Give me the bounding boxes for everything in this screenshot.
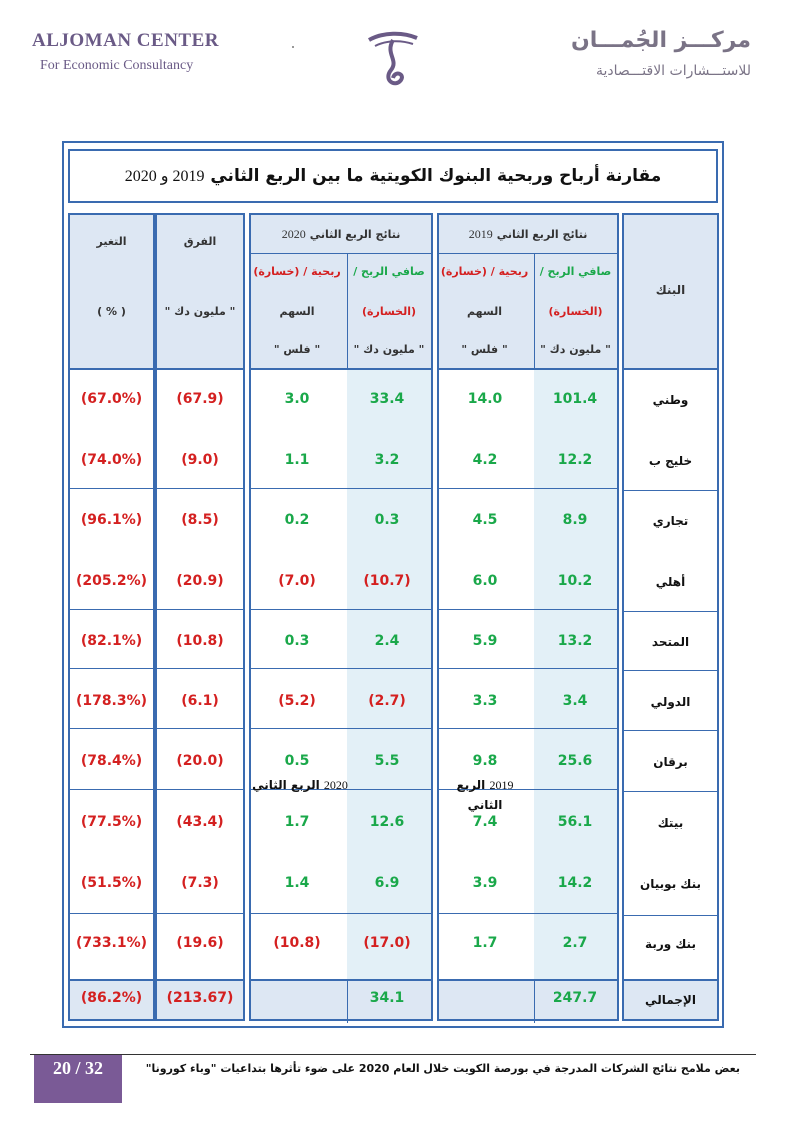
profit-header-line1: صافي الربح /	[539, 265, 612, 278]
eps-header-line3: " فلس "	[461, 343, 508, 356]
row-divider	[439, 668, 617, 669]
cell-eps-2020: 0.5	[284, 753, 310, 769]
profit-header-line1: صافي الربح /	[353, 265, 425, 278]
total-q2-2020-label	[252, 775, 348, 795]
brand-tagline-ar: للاستـــشارات الاقتـــصادية	[595, 63, 751, 79]
cell-change: (82.1%)	[80, 633, 143, 649]
cell-profit-2020: 3.2	[374, 452, 400, 468]
cell-profit-2020: 12.6	[369, 814, 405, 830]
cell-profit-2020: 6.9	[374, 875, 400, 891]
row-divider	[624, 611, 717, 612]
row-divider	[251, 913, 431, 914]
bank-name: بنك بوبيان	[640, 877, 701, 891]
cell-eps-2019: 3.3	[472, 693, 498, 709]
cell-difference: (43.4)	[176, 814, 224, 830]
cell-profit-2020: (2.7)	[368, 693, 406, 709]
cell-change: (178.3%)	[75, 693, 148, 709]
page-number-badge	[34, 1055, 122, 1103]
cell-profit-2020: (17.0)	[363, 935, 411, 951]
row-divider	[439, 488, 617, 489]
bank-name: بنك وربة	[645, 937, 696, 951]
header-q2-2019	[439, 215, 617, 370]
difference-header-line1: الفرق	[183, 235, 217, 248]
q2-2019-title-text: نتائج الربع الثاني	[496, 227, 588, 241]
row-divider	[251, 488, 431, 489]
cell-change: (205.2%)	[75, 573, 148, 589]
total-difference: (213.67)	[166, 990, 234, 1006]
brand-name-en: ALJOMAN CENTER	[32, 30, 219, 51]
column-q2-2020	[249, 213, 433, 1021]
row-divider	[624, 730, 717, 731]
cell-eps-2019: 14.0	[467, 391, 503, 407]
cell-eps-2019: 4.2	[472, 452, 498, 468]
bank-name: وطني	[652, 393, 689, 407]
cell-change: (733.1%)	[75, 935, 148, 951]
cell-profit-2019: 8.9	[562, 512, 588, 528]
cell-difference: (10.8)	[176, 633, 224, 649]
cell-eps-2020: 1.1	[284, 452, 310, 468]
row-divider	[624, 490, 717, 491]
cell-profit-2020: 2.4	[374, 633, 400, 649]
cell-eps-2019: 9.8	[472, 753, 498, 769]
row-divider	[157, 789, 243, 790]
cell-eps-2019: 1.7	[472, 935, 498, 951]
cell-profit-2019: 25.6	[557, 753, 593, 769]
footer-rule	[30, 1054, 756, 1055]
total-profit-2019: 247.7	[552, 990, 598, 1006]
table-title-years: 2019 و 2020	[124, 168, 205, 185]
brand-tagline-en: For Economic Consultancy	[40, 58, 194, 73]
cell-eps-2020: 0.3	[284, 633, 310, 649]
page-number: 20 / 32	[52, 1058, 103, 1078]
total-q2-2019-text: الربع الثاني	[456, 778, 503, 812]
brand-name-ar: مركـــز الجُمـــان	[570, 28, 751, 53]
cell-difference: (6.1)	[181, 693, 219, 709]
row-divider	[157, 728, 243, 729]
cell-change: (74.0%)	[80, 452, 143, 468]
cell-eps-2020: 0.2	[284, 512, 310, 528]
row-divider	[251, 668, 431, 669]
row-divider	[251, 609, 431, 610]
change-header-line2: ( % )	[97, 305, 126, 318]
cell-profit-2019: 14.2	[557, 875, 593, 891]
row-divider	[439, 913, 617, 914]
header-bank	[624, 215, 717, 370]
column-difference	[155, 213, 245, 1021]
cell-profit-2020: 33.4	[369, 391, 405, 407]
total-profit-2020: 34.1	[369, 990, 405, 1006]
profit-header-line3: " مليون دك "	[353, 343, 425, 356]
cell-difference: (20.0)	[176, 753, 224, 769]
cell-eps-2020: 1.7	[284, 814, 310, 830]
cell-profit-2019: 13.2	[557, 633, 593, 649]
cell-eps-2020: (5.2)	[278, 693, 316, 709]
total-change: (86.2%)	[80, 990, 143, 1006]
cell-difference: (20.9)	[176, 573, 224, 589]
bank-name: تجاري	[652, 514, 689, 528]
aljoman-logo-icon	[365, 30, 421, 92]
eps-header-line2: السهم	[279, 305, 315, 318]
row-divider	[157, 668, 243, 669]
row-divider	[439, 609, 617, 610]
cell-eps-2019: 6.0	[472, 573, 498, 589]
cell-profit-2019: 12.2	[557, 452, 593, 468]
row-divider	[157, 488, 243, 489]
header-q2-2020-title	[251, 215, 431, 254]
row-divider	[624, 915, 717, 916]
cell-difference: (19.6)	[176, 935, 224, 951]
table-title-text: مقارنة أرباح وربحية البنوك الكويتية ما بين الربع الثاني	[210, 166, 662, 186]
brand-arabic	[531, 28, 751, 79]
profit-header-line3: " مليون دك "	[540, 343, 611, 356]
cell-profit-2019: 56.1	[557, 814, 593, 830]
row-divider	[624, 791, 717, 792]
cell-difference: (7.3)	[181, 875, 219, 891]
column-change	[68, 213, 155, 1021]
cell-profit-2019: 101.4	[552, 391, 598, 407]
q2-2020-title-year: 2020	[281, 226, 306, 241]
difference-header-line2: " مليون دك "	[164, 305, 236, 318]
eps-header-line1: ربحية / (خسارة)	[253, 265, 341, 278]
header-q2-2019-title	[439, 215, 617, 254]
footer-caption: بعض ملامح نتائج الشركات المدرجة في بورصة الكويت خلال العام 2020 على ضوء تأثرها بتداعيات "وباء كورونا"	[145, 1062, 740, 1075]
cell-eps-2020: (10.8)	[273, 935, 321, 951]
column-q2-2019	[437, 213, 619, 1021]
cell-change: (67.0%)	[80, 391, 143, 407]
cell-profit-2019: 3.4	[562, 693, 588, 709]
header-bank-label: البنك	[655, 283, 686, 297]
cell-change: (96.1%)	[80, 512, 143, 528]
cell-profit-2019: 10.2	[557, 573, 593, 589]
row-divider	[251, 728, 431, 729]
cell-change: (78.4%)	[80, 753, 143, 769]
row-divider	[157, 609, 243, 610]
cell-eps-2020: 3.0	[284, 391, 310, 407]
cell-change: (51.5%)	[80, 875, 143, 891]
bank-name: أهلي	[655, 575, 686, 589]
header-q2-2020	[251, 215, 431, 370]
column-bank	[622, 213, 719, 1021]
cell-eps-2019: 5.9	[472, 633, 498, 649]
table-title	[68, 149, 718, 203]
cell-profit-2020: 0.3	[374, 512, 400, 528]
brand-english	[32, 30, 232, 74]
header-difference	[157, 215, 243, 370]
bank-name: الدولي	[650, 695, 691, 709]
header-change	[70, 215, 153, 370]
cell-profit-2019: 2.7	[562, 935, 588, 951]
row-divider	[157, 913, 243, 914]
decorative-dot	[292, 46, 294, 48]
cell-eps-2020: 1.4	[284, 875, 310, 891]
cell-eps-2019: 3.9	[472, 875, 498, 891]
cell-profit-2020: 5.5	[374, 753, 400, 769]
total-q2-2020-year: 2020	[323, 778, 348, 792]
cell-difference: (9.0)	[181, 452, 219, 468]
cell-profit-2020: (10.7)	[363, 573, 411, 589]
cell-eps-2020: (7.0)	[278, 573, 316, 589]
eps-header-line3: " فلس "	[273, 343, 321, 356]
total-q2-2019-year: 2019	[489, 778, 514, 792]
profit-header-line2: (الخسارة)	[548, 305, 603, 318]
bank-name: خليج ب	[648, 454, 693, 468]
total-label: الإجمالي	[645, 993, 696, 1007]
row-divider	[439, 728, 617, 729]
change-header-line1: التغير	[96, 235, 127, 248]
total-q2-2019-label	[440, 775, 530, 812]
bank-name: برقان	[653, 755, 688, 769]
cell-change: (77.5%)	[80, 814, 143, 830]
q2-2020-title-text: نتائج الربع الثاني	[309, 227, 401, 241]
eps-header-line2: السهم	[467, 305, 502, 318]
eps-header-line1: ربحية / (خسارة)	[440, 265, 529, 278]
cell-eps-2019: 4.5	[472, 512, 498, 528]
bank-name: المتحد	[651, 635, 690, 649]
q2-2019-title-year: 2019	[468, 226, 493, 241]
total-q2-2020-text: الربع الثاني	[252, 778, 320, 792]
profit-header-line2: (الخسارة)	[361, 305, 417, 318]
cell-difference: (8.5)	[181, 512, 219, 528]
bank-name: بيتك	[657, 816, 684, 830]
cell-eps-2019: 7.4	[472, 814, 498, 830]
cell-difference: (67.9)	[176, 391, 224, 407]
row-divider	[624, 670, 717, 671]
